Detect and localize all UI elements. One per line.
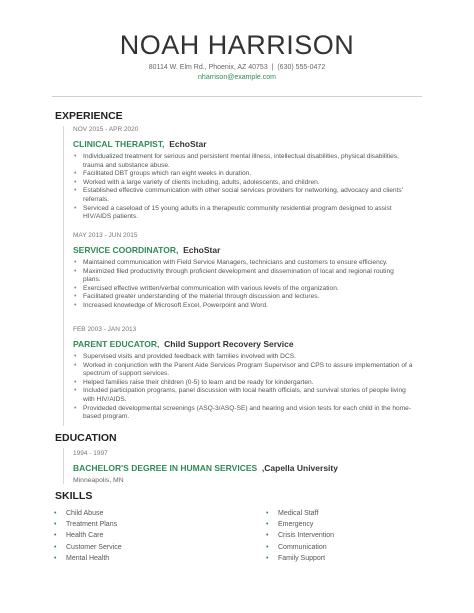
employer: EchoStar xyxy=(169,139,207,149)
bullet-item: • Worked in conjunction with the Parent Aide Services Program Supervisor and CPS to assure implementation of a spectrum of support services. xyxy=(73,362,413,379)
bullet-item: • Exercised effective written/verbal communication with various levels of the organization. xyxy=(73,285,413,294)
entry-role xyxy=(73,245,413,255)
experience-entry xyxy=(73,232,413,311)
skill-item: • Family Support xyxy=(266,553,334,564)
skill-item: • Crisis Intervention xyxy=(266,530,334,541)
address: 80114 W. Elm Rd., Phoenix, AZ 40753 xyxy=(148,64,268,71)
entry-dates: FEB 2003 - JAN 2013 xyxy=(73,326,137,333)
bullet-item: • Supervised visits and provided feedback with families involved with DCS. xyxy=(73,353,413,362)
skills-list-right xyxy=(266,508,334,564)
bullet-item: • Facilitated DBT groups which ran eight weeks in duration. xyxy=(73,170,413,179)
degree: BACHELOR'S DEGREE IN HUMAN SERVICES xyxy=(73,463,258,473)
experience-entry xyxy=(73,326,413,422)
entry-dates: NOV 2015 - APR 2020 xyxy=(73,126,139,133)
entry-role xyxy=(73,463,413,473)
contact-info: 80114 W. Elm Rd., Phoenix, AZ 40753 | (630) 555-0472 nharrison@example.com xyxy=(0,64,474,81)
skill-item: • Communication xyxy=(266,542,334,553)
employer: EchoStar xyxy=(183,245,221,255)
job-title: PARENT EDUCATOR, xyxy=(73,339,160,349)
bullet-item: • Increased knowledge of Microsoft Excel, Powerpoint and Word. xyxy=(73,302,413,311)
email-link[interactable]: nharrison@example.com xyxy=(198,74,276,81)
skill-item: • Mental Health xyxy=(54,553,122,564)
bullet-list xyxy=(73,353,413,422)
candidate-name: NOAH HARRISON xyxy=(119,30,355,60)
timeline-line-education xyxy=(63,448,64,484)
school: ,Capella University xyxy=(261,463,338,473)
bullet-list xyxy=(73,259,413,311)
bullet-item: • Established effective communication with other social services providers for networking, advocacy and clients' referrals. xyxy=(73,187,413,204)
skill-item: • Medical Staff xyxy=(266,508,334,519)
bullet-item: • Maintained communication with Field Service Managers, technicians and customers to ensure efficiency. xyxy=(73,259,413,268)
bullet-item: • Included participation programs, panel discussion with local health officials, and survival stories of people living with HIV/AIDS. xyxy=(73,387,413,404)
job-title: CLINICAL THERAPIST, xyxy=(73,139,165,149)
section-title-education: EDUCATION xyxy=(55,432,117,444)
bullet-item: • Facilitated greater understanding of the material through discussion and lectures. xyxy=(73,293,413,302)
skill-item: • Treatment Plans xyxy=(54,519,122,530)
skill-item: • Child Abuse xyxy=(54,508,122,519)
skills-list-left xyxy=(54,508,122,564)
bullet-item: • Helped families raise their children (0-5) to learn and be ready for kindergarten. xyxy=(73,379,413,388)
entry-dates: 1994 - 1997 xyxy=(73,450,108,457)
education-entry xyxy=(73,450,413,484)
bullet-item: • Individualized treatment for serious and persistent mental illness, intellectual disabilities, physical disabilities, trauma and substance abuse. xyxy=(73,153,413,170)
employer: Child Support Recovery Service xyxy=(164,339,294,349)
section-title-experience: EXPERIENCE xyxy=(55,110,123,122)
header-divider xyxy=(52,96,422,97)
skill-item: • Emergency xyxy=(266,519,334,530)
bullet-item: • Maximized filed productivity through proficient development and dissemination of local and regional routing plans. xyxy=(73,268,413,285)
experience-entry xyxy=(73,126,413,222)
bullet-item: • Worked with a large variety of clients including, adults, adolescents, and children. xyxy=(73,179,413,188)
section-title-skills: SKILLS xyxy=(55,490,93,502)
bullet-list xyxy=(73,153,413,222)
entry-dates: MAY 2013 - JUN 2015 xyxy=(73,232,138,239)
skill-item: • Customer Service xyxy=(54,542,122,553)
school-location: Minneapolis, MN xyxy=(73,477,124,484)
entry-role xyxy=(73,339,413,349)
entry-role xyxy=(73,139,413,149)
phone: (630) 555-0472 xyxy=(277,64,326,71)
timeline-line-experience xyxy=(63,126,64,426)
skill-item: • Health Care xyxy=(54,530,122,541)
bullet-item: • Provideded developmental screenings (ASQ-3/ASQ-SE) and hearing and vision tests for each child in the home-based program. xyxy=(73,405,413,422)
bullet-item: • Serviced a caseload of 15 young adults in a therapeutic community residential program designed to assist HIV/AIDS patients. xyxy=(73,205,413,222)
job-title: SERVICE COORDINATOR, xyxy=(73,245,179,255)
